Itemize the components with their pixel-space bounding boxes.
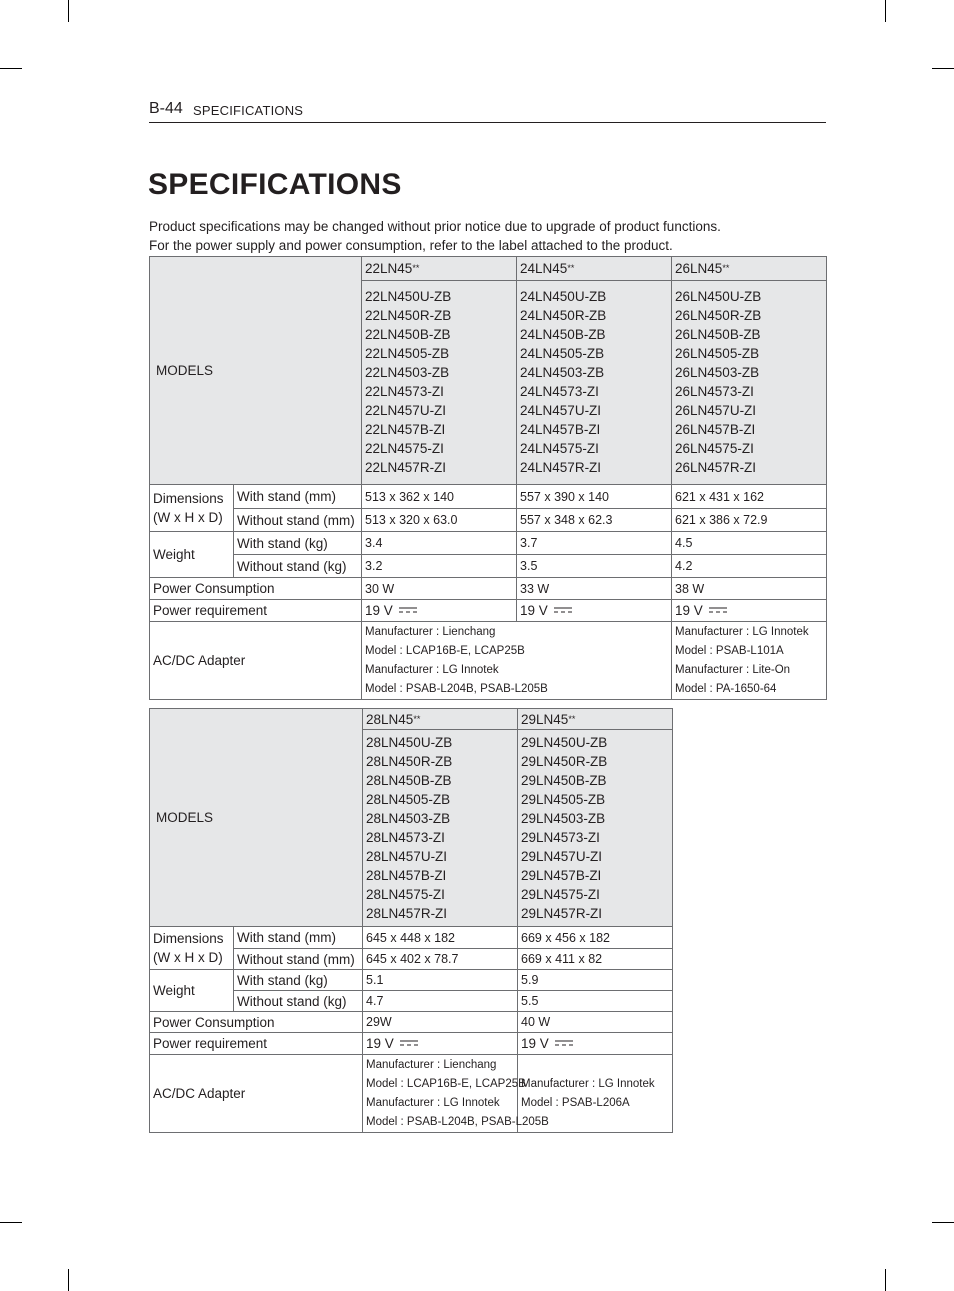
adapter-info [362,622,672,700]
list-item: 22LN450R-ZB [365,308,452,323]
crop-mark [932,1222,954,1223]
list-item: 24LN4573-ZI [520,384,599,399]
list-item: Manufacturer : LG Innotek [365,663,499,676]
series-header: 26LN45** [672,257,827,281]
adapter-info [363,1055,549,1133]
model-list [518,730,673,927]
spec-value: 669 x 411 x 82 [518,949,673,970]
without-stand-mm-label: Without stand (mm) [234,949,363,970]
list-item: 29LN450U-ZB [521,735,608,750]
spec-value: 3.2 [362,555,517,578]
list-item: 26LN450R-ZB [675,308,762,323]
list-item: 22LN4573-ZI [365,384,444,399]
list-item: 29LN4505-ZB [521,792,606,807]
list-item: 22LN450U-ZB [365,289,452,304]
spec-value: 4.7 [363,991,518,1012]
section-label: SPECIFICATIONS [193,103,304,118]
list-item: 29LN4573-ZI [521,830,600,845]
list-item: 28LN4573-ZI [366,830,445,845]
models-label: MODELS [150,257,362,485]
page-title: SPECIFICATIONS [148,168,402,201]
list-item: 26LN4575-ZI [675,441,754,456]
list-item: 24LN457U-ZI [520,403,602,418]
page-header [149,100,826,123]
power-requirement-label: Power requirement [150,600,362,622]
model-list [362,281,517,485]
spec-value: 40 W [518,1012,673,1033]
list-item: 22LN457B-ZI [365,422,446,437]
acdc-adapter-label: AC/DC Adapter [150,1055,363,1133]
spec-value: 30 W [362,578,517,600]
spec-value: 621 x 431 x 162 [672,485,827,509]
list-item: 26LN457R-ZI [675,460,757,475]
spec-value: 557 x 348 x 62.3 [517,509,672,532]
list-item: Model : PSAB-L204B, PSAB-L205B [365,682,548,695]
series-header: 29LN45** [518,709,673,730]
list-item: 24LN4575-ZI [520,441,599,456]
list-item: Manufacturer : LG Innotek [521,1077,655,1090]
list-item: 28LN4575-ZI [366,887,445,902]
list-item: Model : LCAP16B-E, LCAP25B [366,1077,526,1090]
without-stand-kg-label: Without stand (kg) [234,991,363,1012]
list-item: 28LN457B-ZI [366,868,447,883]
power-consumption-label: Power Consumption [150,578,362,600]
spec-table-1 [149,256,827,700]
list-item: 22LN457R-ZI [365,460,447,475]
list-item: 28LN457R-ZI [366,906,448,921]
list-item: 22LN450B-ZB [365,327,451,342]
spec-value: 645 x 448 x 182 [363,927,518,949]
dimensions-label: Dimensions (W x H x D) [150,927,234,970]
with-stand-mm-label: With stand (mm) [234,485,362,509]
dc-symbol-icon [400,1040,418,1047]
spec-value: 5.5 [518,991,673,1012]
list-item: 26LN450B-ZB [675,327,761,342]
series-header: 24LN45** [517,257,672,281]
model-list [517,281,672,485]
list-item: 24LN457B-ZI [520,422,601,437]
without-stand-mm-label: Without stand (mm) [234,509,362,532]
spec-value: 3.4 [362,532,517,555]
spec-value: 5.1 [363,970,518,991]
list-item: 28LN450U-ZB [366,735,453,750]
adapter-info [672,622,827,700]
list-item: 26LN450U-ZB [675,289,762,304]
spec-value: 3.7 [517,532,672,555]
weight-label: Weight [150,970,234,1012]
list-item: 22LN4575-ZI [365,441,444,456]
crop-mark [68,1269,69,1291]
spec-value: 38 W [672,578,827,600]
list-item: 24LN4505-ZB [520,346,605,361]
spec-value: 557 x 390 x 140 [517,485,672,509]
list-item: Manufacturer : LG Innotek [675,625,809,638]
list-item: 24LN450U-ZB [520,289,607,304]
spec-value: 513 x 362 x 140 [362,485,517,509]
spec-value: 513 x 320 x 63.0 [362,509,517,532]
list-item: 22LN4503-ZB [365,365,450,380]
power-requirement-value: 19 V [517,600,672,622]
list-item: 28LN450R-ZB [366,754,453,769]
list-item: Model : PSAB-L206A [521,1096,630,1109]
list-item: 22LN457U-ZI [365,403,447,418]
spec-value: 4.5 [672,532,827,555]
list-item: Manufacturer : LG Innotek [366,1096,500,1109]
without-stand-kg-label: Without stand (kg) [234,555,362,578]
power-requirement-value: 19 V [518,1033,673,1055]
dc-symbol-icon [554,607,572,614]
list-item: 24LN4503-ZB [520,365,605,380]
power-requirement-value: 19 V [363,1033,518,1055]
spec-value: 4.2 [672,555,827,578]
list-item: 26LN457U-ZI [675,403,757,418]
crop-mark [932,68,954,69]
with-stand-kg-label: With stand (kg) [234,532,362,555]
with-stand-mm-label: With stand (mm) [234,927,363,949]
list-item: Model : PA-1650-64 [675,682,777,695]
page-number: B-44 [149,100,183,117]
list-item: Manufacturer : Lite-On [675,663,791,676]
crop-mark [68,0,69,22]
list-item: 29LN457U-ZI [521,849,603,864]
list-item: 28LN4505-ZB [366,792,451,807]
model-list [672,281,827,485]
list-item: Model : PSAB-L101A [675,644,784,657]
series-header: 22LN45** [362,257,517,281]
list-item: 29LN457B-ZI [521,868,602,883]
spec-value: 645 x 402 x 78.7 [363,949,518,970]
crop-mark [0,1222,22,1223]
dc-symbol-icon [555,1040,573,1047]
model-list [363,730,518,927]
list-item: Manufacturer : Lienchang [365,625,496,638]
with-stand-kg-label: With stand (kg) [234,970,363,991]
spec-table-2 [149,708,673,1133]
list-item: 24LN450R-ZB [520,308,607,323]
dimensions-label: Dimensions (W x H x D) [150,485,234,532]
list-item: 26LN4503-ZB [675,365,760,380]
power-requirement-value: 19 V [362,600,517,622]
acdc-adapter-label: AC/DC Adapter [150,622,362,700]
list-item: 24LN457R-ZI [520,460,602,475]
list-item: 26LN4573-ZI [675,384,754,399]
weight-label: Weight [150,532,234,578]
power-requirement-value: 19 V [672,600,827,622]
crop-mark [885,1269,886,1291]
list-item: 28LN457U-ZI [366,849,448,864]
intro-text [149,217,721,255]
list-item: Model : PSAB-L204B, PSAB-L205B [366,1115,549,1128]
power-requirement-label: Power requirement [150,1033,363,1055]
dc-symbol-icon [709,607,727,614]
list-item: 29LN450B-ZB [521,773,607,788]
list-item: 29LN457R-ZI [521,906,603,921]
list-item: Manufacturer : Lienchang [366,1058,497,1071]
spec-value: 29W [363,1012,518,1033]
spec-value: 621 x 386 x 72.9 [672,509,827,532]
crop-mark [885,0,886,22]
list-item: 24LN450B-ZB [520,327,606,342]
spec-value: 669 x 456 x 182 [518,927,673,949]
power-consumption-label: Power Consumption [150,1012,363,1033]
list-item: 28LN450B-ZB [366,773,452,788]
spec-value: 5.9 [518,970,673,991]
intro-line: For the power supply and power consumption, refer to the label attached to the product. [149,238,673,253]
list-item: 28LN4503-ZB [366,811,451,826]
intro-line: Product specifications may be changed without prior notice due to upgrade of product functions. [149,219,721,234]
list-item: 29LN450R-ZB [521,754,608,769]
list-item: 26LN4505-ZB [675,346,760,361]
list-item: 29LN4503-ZB [521,811,606,826]
models-label: MODELS [150,709,363,927]
list-item: Model : LCAP16B-E, LCAP25B [365,644,525,657]
list-item: 22LN4505-ZB [365,346,450,361]
crop-mark [0,68,22,69]
spec-value: 33 W [517,578,672,600]
spec-value: 3.5 [517,555,672,578]
series-header: 28LN45** [363,709,518,730]
list-item: 29LN4575-ZI [521,887,600,902]
list-item: 26LN457B-ZI [675,422,756,437]
dc-symbol-icon [399,607,417,614]
